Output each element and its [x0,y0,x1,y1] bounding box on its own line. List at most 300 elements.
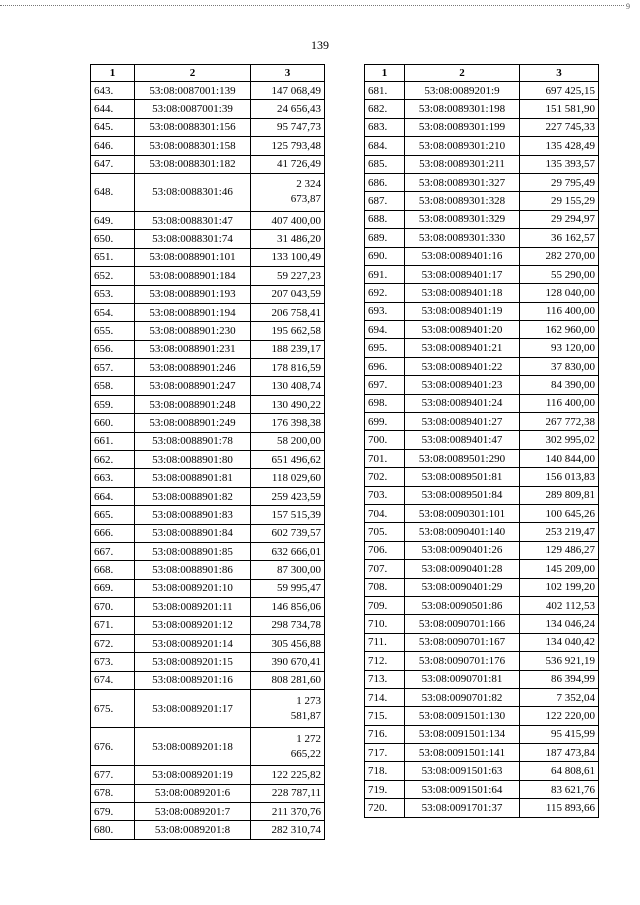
row-number-cell: 684. [365,137,405,155]
cadastral-number-cell: 53:08:0090701:176 [405,652,520,670]
cadastral-number-cell: 53:08:0089401:19 [405,302,520,320]
row-number-cell: 660. [91,414,135,432]
cadastral-number-cell: 53:08:0087001:39 [135,100,251,118]
row-number-cell: 651. [91,248,135,266]
table-row [365,265,599,283]
row-number-cell: 646. [91,137,135,155]
right-table-body [365,82,599,818]
value-cell: 289 809,81 [520,486,599,504]
value-cell: 86 394,99 [520,670,599,688]
header-col-1: 1 [91,65,135,82]
row-number-cell: 647. [91,155,135,173]
table-row [365,523,599,541]
table-row [91,267,325,285]
table-row [365,486,599,504]
cadastral-number-cell: 53:08:0089301:199 [405,118,520,136]
cadastral-number-cell: 53:08:0088901:231 [135,340,251,358]
table-row [91,359,325,377]
value-cell: 130 408,74 [251,377,325,395]
row-number-cell: 719. [365,780,405,798]
cadastral-number-cell: 53:08:0088901:78 [135,432,251,450]
table-row [91,414,325,432]
value-cell: 228 787,11 [251,784,325,802]
table-row [365,357,599,375]
table-row [365,725,599,743]
table-row [91,173,325,211]
value-cell: 207 043,59 [251,285,325,303]
table-row [91,653,325,671]
table-row [91,322,325,340]
value-cell: 129 486,27 [520,541,599,559]
cadastral-number-cell: 53:08:0088901:230 [135,322,251,340]
cadastral-number-cell: 53:08:0090301:101 [405,504,520,522]
table-row [91,524,325,542]
row-number-cell: 686. [365,173,405,191]
table-row [91,728,325,766]
table-row [365,155,599,173]
cadastral-number-cell: 53:08:0087001:139 [135,82,251,100]
table-row [91,451,325,469]
table-row [91,211,325,229]
value-cell: 116 400,00 [520,394,599,412]
row-number-cell: 713. [365,670,405,688]
row-number-cell: 692. [365,284,405,302]
cadastral-number-cell: 53:08:0088901:194 [135,303,251,321]
value-cell: 298 734,78 [251,616,325,634]
row-number-cell: 676. [91,728,135,766]
row-number-cell: 685. [365,155,405,173]
value-cell: 135 428,49 [520,137,599,155]
value-cell: 211 370,76 [251,802,325,820]
row-number-cell: 714. [365,688,405,706]
value-cell: 267 772,38 [520,413,599,431]
row-number-cell: 677. [91,766,135,784]
cadastral-number-cell: 53:08:0088901:184 [135,267,251,285]
value-cell: 402 112,53 [520,596,599,614]
table-row [365,578,599,596]
table-row [91,118,325,136]
value-cell: 84 390,00 [520,376,599,394]
corner-mark: 9 [626,2,630,11]
value-cell: 146 856,06 [251,598,325,616]
table-row [365,376,599,394]
row-number-cell: 643. [91,82,135,100]
table-row [365,339,599,357]
row-number-cell: 717. [365,744,405,762]
cadastral-number-cell: 53:08:0089201:19 [135,766,251,784]
cadastral-number-cell: 53:08:0091501:63 [405,762,520,780]
cadastral-number-cell: 53:08:0089301:328 [405,192,520,210]
header-row [91,65,325,82]
table-row [91,579,325,597]
row-number-cell: 653. [91,285,135,303]
table-row [365,560,599,578]
row-number-cell: 691. [365,265,405,283]
row-number-cell: 718. [365,762,405,780]
table-row [91,821,325,839]
row-number-cell: 703. [365,486,405,504]
cadastral-number-cell: 53:08:0089201:15 [135,653,251,671]
value-cell: 55 290,00 [520,265,599,283]
row-number-cell: 707. [365,560,405,578]
row-number-cell: 661. [91,432,135,450]
cadastral-number-cell: 53:08:0088301:47 [135,211,251,229]
row-number-cell: 716. [365,725,405,743]
value-cell: 651 496,62 [251,451,325,469]
value-cell: 390 670,41 [251,653,325,671]
table-row [91,802,325,820]
value-cell: 29 795,49 [520,173,599,191]
value-cell: 122 225,82 [251,766,325,784]
value-cell: 140 844,00 [520,449,599,467]
row-number-cell: 699. [365,413,405,431]
row-number-cell: 688. [365,210,405,228]
table-row [365,652,599,670]
row-number-cell: 711. [365,633,405,651]
cadastral-number-cell: 53:08:0089501:84 [405,486,520,504]
row-number-cell: 663. [91,469,135,487]
row-number-cell: 659. [91,395,135,413]
row-number-cell: 696. [365,357,405,375]
table-row [91,506,325,524]
table-row [365,633,599,651]
cadastral-number-cell: 53:08:0088301:182 [135,155,251,173]
table-row [91,285,325,303]
table-row [91,377,325,395]
row-number-cell: 667. [91,542,135,560]
value-cell: 29 294,97 [520,210,599,228]
value-cell: 36 162,57 [520,229,599,247]
value-cell: 93 120,00 [520,339,599,357]
row-number-cell: 648. [91,173,135,211]
table-row [365,504,599,522]
table-row [91,432,325,450]
value-cell: 95 415,99 [520,725,599,743]
row-number-cell: 650. [91,230,135,248]
table-row [365,229,599,247]
row-number-cell: 712. [365,652,405,670]
value-cell: 808 281,60 [251,671,325,689]
value-cell: 41 726,49 [251,155,325,173]
row-number-cell: 657. [91,359,135,377]
value-cell: 187 473,84 [520,744,599,762]
cadastral-number-cell: 53:08:0089201:10 [135,579,251,597]
value-cell: 602 739,57 [251,524,325,542]
cadastral-number-cell: 53:08:0089401:16 [405,247,520,265]
cadastral-number-cell: 53:08:0090401:28 [405,560,520,578]
row-number-cell: 649. [91,211,135,229]
table-row [91,616,325,634]
row-number-cell: 715. [365,707,405,725]
row-number-cell: 666. [91,524,135,542]
value-cell: 115 893,66 [520,799,599,817]
cadastral-number-cell: 53:08:0089501:81 [405,468,520,486]
table-row [91,542,325,560]
table-row [91,340,325,358]
cadastral-number-cell: 53:08:0089401:23 [405,376,520,394]
cadastral-number-cell: 53:08:0089401:17 [405,265,520,283]
row-number-cell: 652. [91,267,135,285]
value-cell: 151 581,90 [520,100,599,118]
table-row [365,173,599,191]
value-cell: 95 747,73 [251,118,325,136]
value-cell: 1 273 581,87 [251,690,325,728]
row-number-cell: 662. [91,451,135,469]
value-cell: 134 046,24 [520,615,599,633]
row-number-cell: 720. [365,799,405,817]
value-cell: 134 040,42 [520,633,599,651]
value-cell: 116 400,00 [520,302,599,320]
row-number-cell: 645. [91,118,135,136]
table-row [365,670,599,688]
cadastral-number-cell: 53:08:0088901:82 [135,487,251,505]
table-row [365,100,599,118]
row-number-cell: 654. [91,303,135,321]
table-row [365,82,599,100]
cadastral-number-cell: 53:08:0088901:80 [135,451,251,469]
cadastral-number-cell: 53:08:0090401:29 [405,578,520,596]
row-number-cell: 705. [365,523,405,541]
table-row [91,784,325,802]
value-cell: 195 662,58 [251,322,325,340]
cadastral-number-cell: 53:08:0089301:330 [405,229,520,247]
table-row [91,230,325,248]
cadastral-number-cell: 53:08:0089401:22 [405,357,520,375]
cadastral-number-cell: 53:08:0091701:37 [405,799,520,817]
cadastral-number-cell: 53:08:0088901:101 [135,248,251,266]
value-cell: 24 656,43 [251,100,325,118]
header-row [365,65,599,82]
cadastral-number-cell: 53:08:0089201:6 [135,784,251,802]
cadastral-number-cell: 53:08:0090701:82 [405,688,520,706]
table-row [365,449,599,467]
value-cell: 125 793,48 [251,137,325,155]
value-cell: 162 960,00 [520,321,599,339]
cadastral-number-cell: 53:08:0088901:85 [135,542,251,560]
cadastral-number-cell: 53:08:0089301:211 [405,155,520,173]
cadastral-number-cell: 53:08:0089201:9 [405,82,520,100]
cadastral-number-cell: 53:08:0088301:158 [135,137,251,155]
value-cell: 305 456,88 [251,634,325,652]
row-number-cell: 694. [365,321,405,339]
row-number-cell: 683. [365,118,405,136]
value-cell: 1 272 665,22 [251,728,325,766]
cadastral-number-cell: 53:08:0088901:81 [135,469,251,487]
row-number-cell: 697. [365,376,405,394]
table-row [365,541,599,559]
cadastral-number-cell: 53:08:0089201:18 [135,728,251,766]
row-number-cell: 664. [91,487,135,505]
cadastral-number-cell: 53:08:0091501:134 [405,725,520,743]
value-cell: 128 040,00 [520,284,599,302]
value-cell: 58 200,00 [251,432,325,450]
row-number-cell: 700. [365,431,405,449]
row-number-cell: 670. [91,598,135,616]
table-row [365,615,599,633]
table-row [365,210,599,228]
cadastral-number-cell: 53:08:0088301:156 [135,118,251,136]
value-cell: 64 808,61 [520,762,599,780]
cadastral-number-cell: 53:08:0088901:193 [135,285,251,303]
cadastral-number-cell: 53:08:0090701:167 [405,633,520,651]
cadastral-number-cell: 53:08:0089201:17 [135,690,251,728]
table-row [91,82,325,100]
cadastral-number-cell: 53:08:0088901:248 [135,395,251,413]
row-number-cell: 704. [365,504,405,522]
table-row [365,762,599,780]
table-row [365,799,599,817]
row-number-cell: 656. [91,340,135,358]
table-row [91,248,325,266]
table-row [91,469,325,487]
value-cell: 259 423,59 [251,487,325,505]
cadastral-number-cell: 53:08:0090701:81 [405,670,520,688]
table-row [365,118,599,136]
cadastral-number-cell: 53:08:0091501:64 [405,780,520,798]
table-row [91,671,325,689]
value-cell: 282 310,74 [251,821,325,839]
value-cell: 145 209,00 [520,560,599,578]
cadastral-number-cell: 53:08:0089401:20 [405,321,520,339]
value-cell: 102 199,20 [520,578,599,596]
value-cell: 282 270,00 [520,247,599,265]
row-number-cell: 672. [91,634,135,652]
row-number-cell: 668. [91,561,135,579]
cadastral-number-cell: 53:08:0089401:27 [405,413,520,431]
table-row [91,487,325,505]
value-cell: 133 100,49 [251,248,325,266]
value-cell: 87 300,00 [251,561,325,579]
cadastral-number-cell: 53:08:0091501:141 [405,744,520,762]
value-cell: 37 830,00 [520,357,599,375]
row-number-cell: 644. [91,100,135,118]
row-number-cell: 680. [91,821,135,839]
row-number-cell: 669. [91,579,135,597]
cadastral-number-cell: 53:08:0088901:84 [135,524,251,542]
row-number-cell: 678. [91,784,135,802]
table-row [91,395,325,413]
value-cell: 176 398,38 [251,414,325,432]
cadastral-number-cell: 53:08:0088901:86 [135,561,251,579]
row-number-cell: 673. [91,653,135,671]
cadastral-number-cell: 53:08:0089401:47 [405,431,520,449]
value-cell: 122 220,00 [520,707,599,725]
value-cell: 135 393,57 [520,155,599,173]
cadastral-number-cell: 53:08:0089501:290 [405,449,520,467]
cadastral-number-cell: 53:08:0088901:83 [135,506,251,524]
cadastral-number-cell: 53:08:0089201:14 [135,634,251,652]
cadastral-number-cell: 53:08:0089301:210 [405,137,520,155]
right-table [364,64,599,818]
value-cell: 118 029,60 [251,469,325,487]
row-number-cell: 693. [365,302,405,320]
value-cell: 147 068,49 [251,82,325,100]
cadastral-number-cell: 53:08:0089301:329 [405,210,520,228]
table-row [365,284,599,302]
table-row [365,394,599,412]
cadastral-number-cell: 53:08:0089301:198 [405,100,520,118]
table-row [91,766,325,784]
table-row [91,634,325,652]
table-row [365,302,599,320]
value-cell: 253 219,47 [520,523,599,541]
cadastral-number-cell: 53:08:0089401:18 [405,284,520,302]
header-col-3: 3 [251,65,325,82]
value-cell: 100 645,26 [520,504,599,522]
row-number-cell: 687. [365,192,405,210]
cadastral-number-cell: 53:08:0088901:249 [135,414,251,432]
value-cell: 206 758,41 [251,303,325,321]
top-dotted-rule [0,5,624,6]
table-row [365,413,599,431]
row-number-cell: 709. [365,596,405,614]
cadastral-number-cell: 53:08:0088901:246 [135,359,251,377]
value-cell: 156 013,83 [520,468,599,486]
header-col-1: 1 [365,65,405,82]
header-col-2: 2 [135,65,251,82]
table-row [365,431,599,449]
value-cell: 83 621,76 [520,780,599,798]
table-row [365,707,599,725]
value-cell: 29 155,29 [520,192,599,210]
row-number-cell: 675. [91,690,135,728]
cadastral-number-cell: 53:08:0089201:12 [135,616,251,634]
table-row [91,598,325,616]
cadastral-number-cell: 53:08:0089401:21 [405,339,520,357]
table-row [91,100,325,118]
table-row [91,155,325,173]
header-col-2: 2 [405,65,520,82]
table-row [365,137,599,155]
row-number-cell: 706. [365,541,405,559]
value-cell: 697 425,15 [520,82,599,100]
cadastral-number-cell: 53:08:0089301:327 [405,173,520,191]
row-number-cell: 665. [91,506,135,524]
cadastral-number-cell: 53:08:0089401:24 [405,394,520,412]
value-cell: 2 324 673,87 [251,173,325,211]
cadastral-number-cell: 53:08:0090701:166 [405,615,520,633]
value-cell: 59 227,23 [251,267,325,285]
value-cell: 59 995,47 [251,579,325,597]
table-row [91,690,325,728]
table-row [365,192,599,210]
cadastral-number-cell: 53:08:0089201:11 [135,598,251,616]
cadastral-number-cell: 53:08:0090401:26 [405,541,520,559]
value-cell: 31 486,20 [251,230,325,248]
value-cell: 178 816,59 [251,359,325,377]
table-row [91,561,325,579]
table-row [365,321,599,339]
row-number-cell: 710. [365,615,405,633]
row-number-cell: 698. [365,394,405,412]
value-cell: 130 490,22 [251,395,325,413]
value-cell: 227 745,33 [520,118,599,136]
cadastral-number-cell: 53:08:0089201:16 [135,671,251,689]
page-number: 139 [311,38,329,52]
row-number-cell: 689. [365,229,405,247]
cadastral-number-cell: 53:08:0090501:86 [405,596,520,614]
table-row [365,468,599,486]
row-number-cell: 671. [91,616,135,634]
value-cell: 7 352,04 [520,688,599,706]
value-cell: 157 515,39 [251,506,325,524]
row-number-cell: 655. [91,322,135,340]
table-row [91,137,325,155]
value-cell: 302 995,02 [520,431,599,449]
row-number-cell: 690. [365,247,405,265]
value-cell: 188 239,17 [251,340,325,358]
cadastral-number-cell: 53:08:0088301:74 [135,230,251,248]
